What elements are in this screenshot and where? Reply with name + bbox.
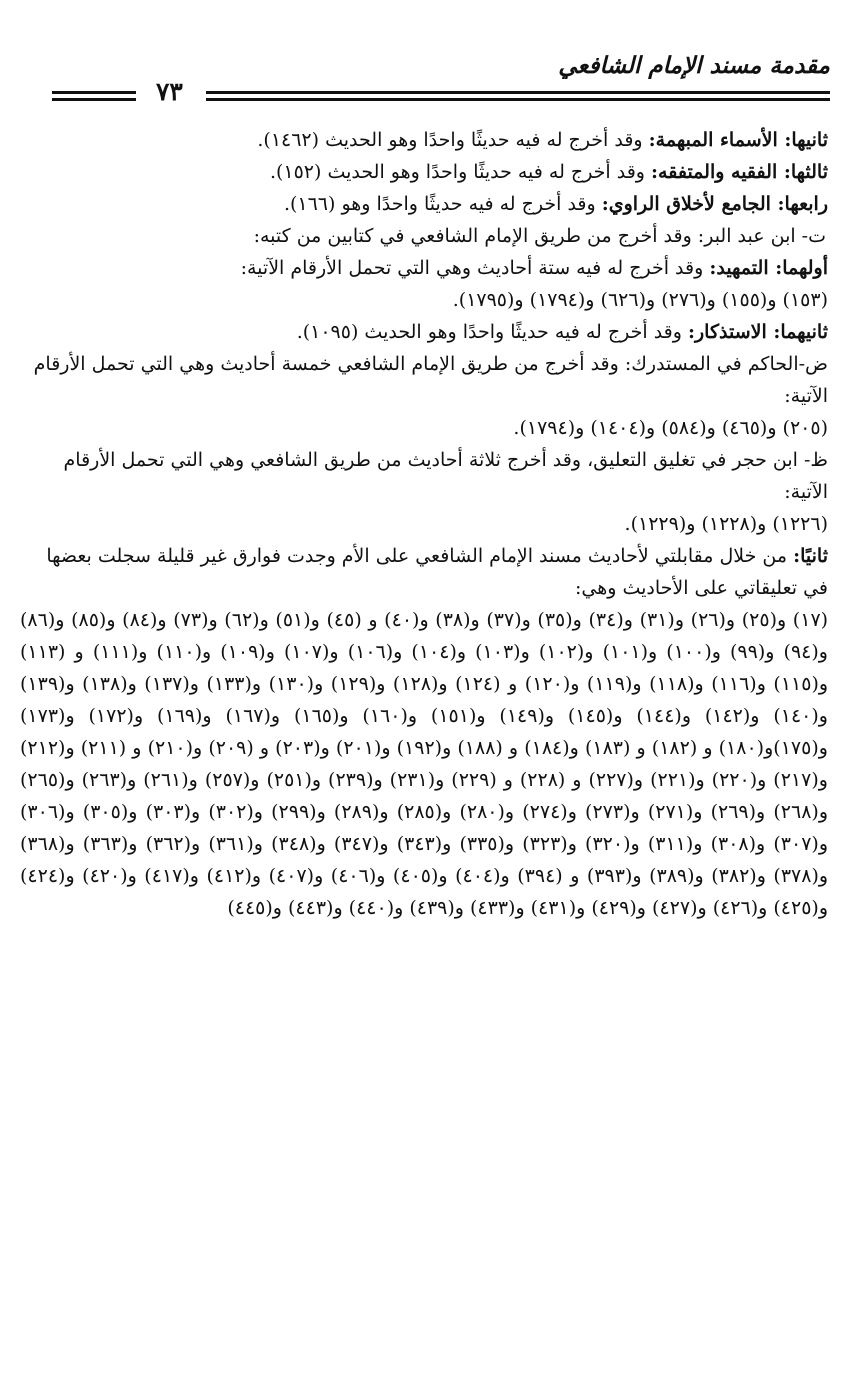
paragraph-text: وقد أخرج له فيه حديثًا واحدًا وهو الحديث (١٠٩٥). bbox=[296, 321, 688, 343]
paragraph-text: وقد أخرج له فيه حديثًا واحدًا وهو الحديث (١٤٦٢). bbox=[257, 129, 649, 151]
paragraph-text: من خلال مقابلتي لأحاديث مسند الإمام الشافعي على الأم وجدت فوارق غير قليلة سجلت بعضها في تعليقاتي على الأحاديث وهي: bbox=[46, 545, 828, 599]
header-rule bbox=[206, 91, 830, 94]
paragraph-lead: رابعها: الجامع لأخلاق الراوي: bbox=[601, 193, 828, 215]
paragraph-text: (٢٠٥) و(٤٦٥) و(٥٨٤) و(١٤٠٤) و(١٧٩٤). bbox=[513, 417, 828, 439]
paragraph-text: ظ- ابن حجر في تغليق التعليق، وقد أخرج ثلاثة أحاديث من طريق الشافعي وهي التي تحمل الأرقام الآتية: bbox=[63, 449, 828, 503]
paragraph bbox=[20, 316, 828, 348]
paragraph bbox=[20, 284, 828, 316]
page-header bbox=[40, 52, 830, 108]
paragraph-text: وقد أخرج له فيه حديثًا واحدًا وهو الحديث (١٥٢). bbox=[269, 161, 652, 183]
paragraph-text: وقد أخرج له فيه حديثًا واحدًا وهو (١٦٦). bbox=[283, 193, 602, 215]
paragraph bbox=[20, 124, 828, 156]
page-body bbox=[20, 124, 828, 924]
paragraph bbox=[20, 252, 828, 284]
paragraph-text: (١٢٢٦) و(١٢٢٨) و(١٢٢٩). bbox=[624, 513, 828, 535]
paragraph bbox=[20, 508, 828, 540]
paragraph-lead: أولهما: التمهيد: bbox=[709, 257, 828, 279]
header-rule bbox=[52, 91, 136, 94]
paragraph-text: (١٥٣) و(١٥٥) و(٢٧٦) و(٦٢٦) و(١٧٩٤) و(١٧٩٥). bbox=[452, 289, 828, 311]
page-number: ٧٣ bbox=[156, 77, 183, 106]
paragraph bbox=[20, 540, 828, 604]
paragraph bbox=[20, 220, 828, 252]
paragraph bbox=[20, 188, 828, 220]
paragraph bbox=[20, 412, 828, 444]
hadith-number-list bbox=[20, 604, 828, 924]
running-title: مقدمة مسند الإمام الشافعي bbox=[558, 52, 830, 79]
paragraph-text: ض-الحاكم في المستدرك: وقد أخرج من طريق الإمام الشافعي خمسة أحاديث وهي التي تحمل الأرقام الآتية: bbox=[33, 353, 828, 407]
paragraph bbox=[20, 156, 828, 188]
header-rule bbox=[206, 98, 830, 101]
paragraph-text: (١٧) و(٢٥) و(٢٦) و(٣١) و(٣٤) و(٣٥) و(٣٧) و(٣٨) و(٤٠) و (٤٥) و(٥١) و(٦٢) و(٧٣) و(٨٤) و(٨٥) و(٨٦) و(٩٤) و(٩٩) و(١٠٠) و(١٠١) و(١٠٢) و(١٠٣) و(١٠٤) و(١٠٦) و(١٠٧) و(١٠٩) و(١١٠) و(١١١) و (١١٣) و(١١٥) و(١١٦) و(١١٨) و(١١٩) و(١٢٠) و (١٢٤) و(١٢٨) و(١٢٩) و(١٣٠) و(١٣٣) و(١٣٧) و(١٣٨) و(١٣٩) و(١٤٠) و(١٤٢) و(١٤٤) و(١٤٥) و(١٤٩) و(١٥١) و(١٦٠) و(١٦٥) و(١٦٧) و(١٦٩) و(١٧٢) و(١٧٣) و(١٧٥)و(١٨٠) و (١٨٢) و (١٨٣) و(١٨٤) و (١٨٨) و(١٩٢) و(٢٠١) و(٢٠٣) و (٢٠٩) و(٢١٠) و (٢١١) و(٢١٢) و(٢١٧) و(٢٢٠) و(٢٢١) و(٢٢٧) و (٢٢٨) و (٢٢٩) و(٢٣١) و(٢٣٩) و(٢٥١) و(٢٥٧) و(٢٦١) و(٢٦٣) و(٢٦٥) و(٢٦٨) و(٢٦٩) و(٢٧١) و(٢٧٣) و(٢٧٤) و(٢٨٠) و(٢٨٥) و(٢٨٩) و(٢٩٩) و(٣٠٢) و(٣٠٣) و(٣٠٥) و(٣٠٦) و(٣٠٧) و(٣٠٨) و(٣١١) و(٣٢٠) و(٣٢٣) و(٣٣٥) و(٣٤٣) و(٣٤٧) و(٣٤٨) و(٣٦١) و(٣٦٢) و(٣٦٣) و(٣٦٨) و(٣٧٨) و(٣٨٢) و(٣٨٩) و(٣٩٣) و (٣٩٤) و(٤٠٤) و(٤٠٥) و(٤٠٦) و(٤٠٧) و(٤١٢) و(٤١٧) و(٤٢٠) و(٤٢٤) و(٤٢٥) و(٤٢٦) و(٤٢٧) و(٤٢٩) و(٤٣١) و(٤٣٣) و(٤٣٩) و(٤٤٠) و(٤٤٣) و(٤٤٥) bbox=[20, 609, 829, 919]
paragraph-lead: ثانيها: الأسماء المبهمة: bbox=[648, 129, 828, 151]
paragraph-lead: ثانيهما: الاستذكار: bbox=[687, 321, 828, 343]
paragraph-text: وقد أخرج له فيه ستة أحاديث وهي التي تحمل الأرقام الآتية: bbox=[240, 257, 710, 279]
paragraph-lead: ثالثها: الفقيه والمتفقه: bbox=[651, 161, 828, 183]
paragraph-text: ت- ابن عبد البر: وقد أخرج من طريق الإمام الشافعي في كتابين من كتبه: bbox=[253, 225, 826, 247]
paragraph-lead: ثانيًا: bbox=[793, 545, 828, 567]
paragraph bbox=[20, 444, 828, 508]
header-rule bbox=[52, 98, 136, 101]
paragraph bbox=[20, 348, 828, 412]
